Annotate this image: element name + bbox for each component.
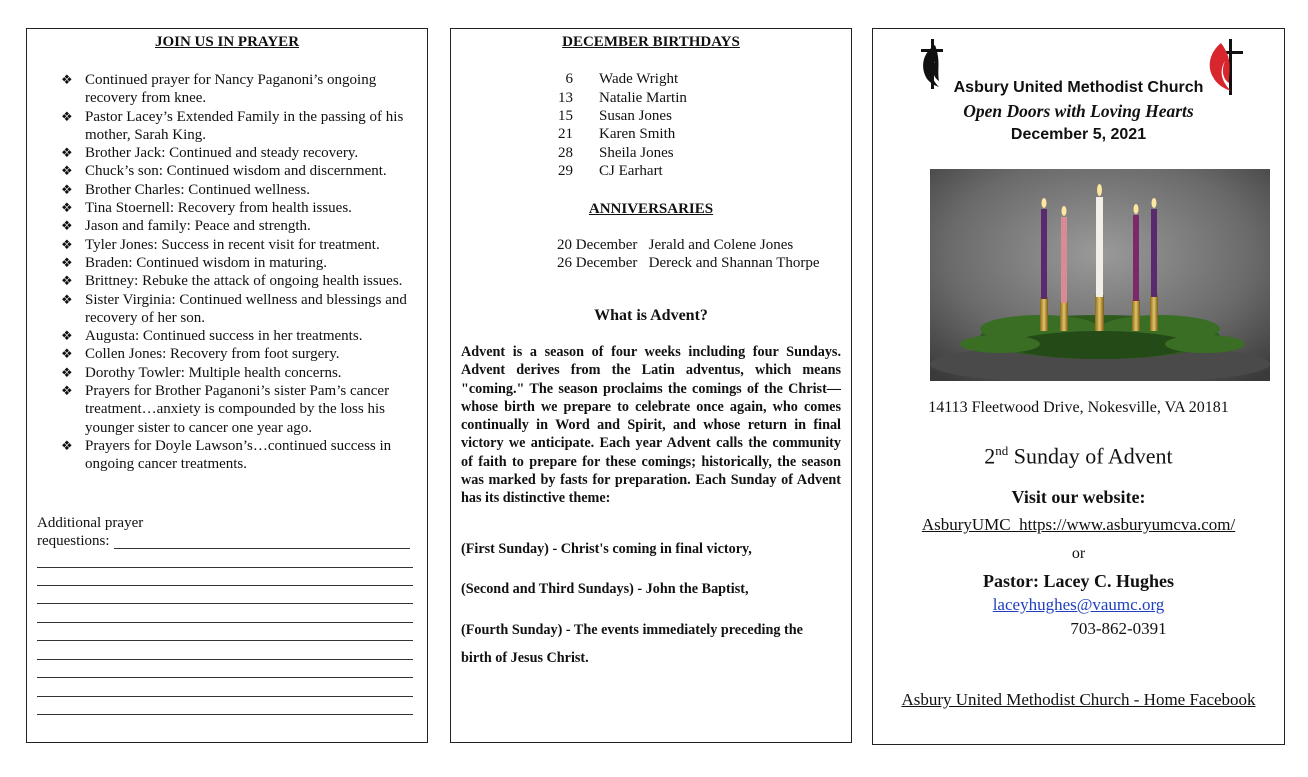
advent-wreath-candles-image bbox=[930, 169, 1270, 381]
visit-website-label: Visit our website: bbox=[1011, 487, 1146, 507]
website-link[interactable]: AsburyUMC_https://www.asburyumcva.com/ bbox=[921, 515, 1236, 534]
prayer-item: ❖ Collen Jones: Recovery from foot surgery. bbox=[61, 346, 340, 363]
church-name: Asbury United Methodist Church bbox=[953, 79, 1204, 96]
bullet-icon: ❖ bbox=[61, 218, 73, 234]
phone-number: 703-862-0391 bbox=[1070, 619, 1167, 638]
request-line[interactable] bbox=[37, 659, 413, 660]
prayer-item: ❖ Pastor Lacey’s Extended Family in the passing of his mother, Sarah King. bbox=[61, 108, 404, 143]
birthdays-advent-panel: DECEMBER BIRTHDAYS 6 Wade Wright 13 Natalie Martin 15 Susan Jones 21 Karen Smith 28 Sheila Jones 29 CJ Earhart ANNIVERSARIES 20 December Jerald and Colene Jones 26 December Dereck and Shannan Thorpe What is Advent? Advent is a season of four weeks including four Sundays. Advent derives from the Latin adventus, which means "coming." The season proclaims the comings of the Christ—whose birth we prepare to celebrate once again, who comes continually in Word and Spirit, and whose return in final victory we anticipate. Each year Advent calls the community of faith to prepare for these comings; historically, the season was marked by fasts for preparation. Each Sunday of Advent has its distinctive theme: (First Sunday) - Christ's coming in final victory, (Second and Third Sundays) - John the Baptist, (Fourth Sunday) - The events immediately preceding the birth of Jesus Christ. bbox=[450, 28, 852, 743]
advent-second-third-sundays: (Second and Third Sundays) - John the Baptist, bbox=[461, 581, 749, 597]
additional-requests-label: Additional prayer requestions: bbox=[37, 515, 144, 550]
request-line[interactable] bbox=[37, 696, 413, 697]
prayer-item: ❖ Prayers for Doyle Lawson’s…continued success in ongoing cancer treatments. bbox=[61, 437, 392, 473]
bullet-icon: ❖ bbox=[61, 273, 73, 289]
request-line[interactable] bbox=[37, 714, 413, 715]
request-line[interactable] bbox=[37, 567, 413, 568]
bullet-icon: ❖ bbox=[61, 346, 73, 362]
bullet-icon: ❖ bbox=[61, 254, 73, 270]
prayer-item: ❖ Continued prayer for Nancy Paganoni’s ongoing recovery from knee. bbox=[61, 72, 377, 107]
request-line[interactable] bbox=[37, 585, 413, 586]
prayer-title: JOIN US IN PRAYER bbox=[154, 34, 300, 50]
anniversaries-title: ANNIVERSARIES bbox=[588, 201, 714, 217]
bullet-icon: ❖ bbox=[61, 383, 73, 399]
advent-body: Advent is a season of four weeks including four Sundays. Advent derives from the Latin adventus, which means "coming." The season proclaims the comings of the Christ—whose birth we prepare to celebrate once again, who comes continually in Word and Spirit, and whose return in final victory we anticipate. Each year Advent calls the community of faith to prepare for these comings; historically, the season was marked by fasts for preparation. Each Sunday of Advent has its distinctive theme: bbox=[461, 344, 841, 507]
church-address: 14113 Fleetwood Drive, Nokesville, VA 20181 bbox=[928, 399, 1229, 416]
birthdays-title: DECEMBER BIRTHDAYS bbox=[562, 34, 740, 50]
request-line[interactable] bbox=[114, 548, 410, 549]
bullet-icon: ❖ bbox=[61, 145, 73, 161]
prayer-item: ❖ Sister Virginia: Continued wellness and blessings and recovery of her son. bbox=[61, 291, 407, 326]
church-motto: Open Doors with Loving Hearts bbox=[963, 101, 1194, 121]
prayer-item: ❖ Brother Jack: Continued and steady recovery. bbox=[61, 145, 359, 162]
prayer-list bbox=[57, 71, 412, 474]
prayer-item: ❖ Brittney: Rebuke the attack of ongoing health issues. bbox=[61, 273, 403, 290]
request-line[interactable] bbox=[37, 677, 413, 678]
anniversary-row: 26 December Dereck and Shannan Thorpe bbox=[557, 255, 820, 271]
facebook-link[interactable]: Asbury United Methodist Church - Home Facebook bbox=[901, 690, 1256, 709]
request-line[interactable] bbox=[37, 603, 413, 604]
advent-fourth-sunday-cont: birth of Jesus Christ. bbox=[461, 650, 589, 666]
bullet-icon: ❖ bbox=[61, 364, 73, 380]
bullet-icon: ❖ bbox=[61, 163, 73, 179]
prayer-item: ❖ Chuck’s son: Continued wisdom and discernment. bbox=[61, 163, 387, 180]
bulletin-date: December 5, 2021 bbox=[1010, 126, 1147, 143]
prayer-item: ❖ Dorothy Towler: Multiple health concerns. bbox=[61, 364, 342, 381]
bullet-icon: ❖ bbox=[61, 236, 73, 252]
prayer-item: ❖ Jason and family: Peace and strength. bbox=[61, 218, 311, 235]
bullet-icon: ❖ bbox=[61, 328, 73, 344]
prayer-item: ❖ Tina Stoernell: Recovery from health issues. bbox=[61, 200, 352, 217]
bullet-icon: ❖ bbox=[61, 108, 73, 124]
request-line[interactable] bbox=[37, 640, 413, 641]
advent-first-sunday: (First Sunday) - Christ's coming in final victory, bbox=[461, 541, 752, 557]
or-label: or bbox=[1071, 545, 1086, 562]
request-line[interactable] bbox=[37, 622, 413, 623]
anniversary-row: 20 December Jerald and Colene Jones bbox=[557, 237, 794, 253]
advent-title: What is Advent? bbox=[594, 307, 708, 324]
bullet-icon: ❖ bbox=[61, 291, 73, 307]
prayer-item: ❖ Augusta: Continued success in her treatments. bbox=[61, 328, 363, 345]
advent-fourth-sunday: (Fourth Sunday) - The events immediately preceding the bbox=[461, 622, 803, 638]
prayer-item: ❖ Braden: Continued wisdom in maturing. bbox=[61, 254, 328, 271]
prayer-item: ❖ Prayers for Brother Paganoni’s sister Pam’s cancer treatment…anxiety is compounded by the loss his younger sister to cancer one year ago. bbox=[61, 383, 390, 436]
bullet-icon: ❖ bbox=[61, 72, 73, 87]
bullet-icon: ❖ bbox=[61, 181, 73, 197]
sunday-title: 2nd Sunday of Advent bbox=[984, 443, 1173, 469]
cover-panel bbox=[872, 28, 1285, 745]
prayer-panel bbox=[26, 28, 428, 743]
pastor-email-link[interactable]: laceyhughes@vaumc.org bbox=[992, 595, 1165, 614]
pastor-name: Pastor: Lacey C. Hughes bbox=[983, 571, 1174, 591]
bullet-icon: ❖ bbox=[61, 437, 73, 453]
prayer-item: ❖ Tyler Jones: Success in recent visit for treatment. bbox=[61, 236, 380, 253]
bullet-icon: ❖ bbox=[61, 200, 73, 216]
prayer-item: ❖ Brother Charles: Continued wellness. bbox=[61, 181, 310, 198]
